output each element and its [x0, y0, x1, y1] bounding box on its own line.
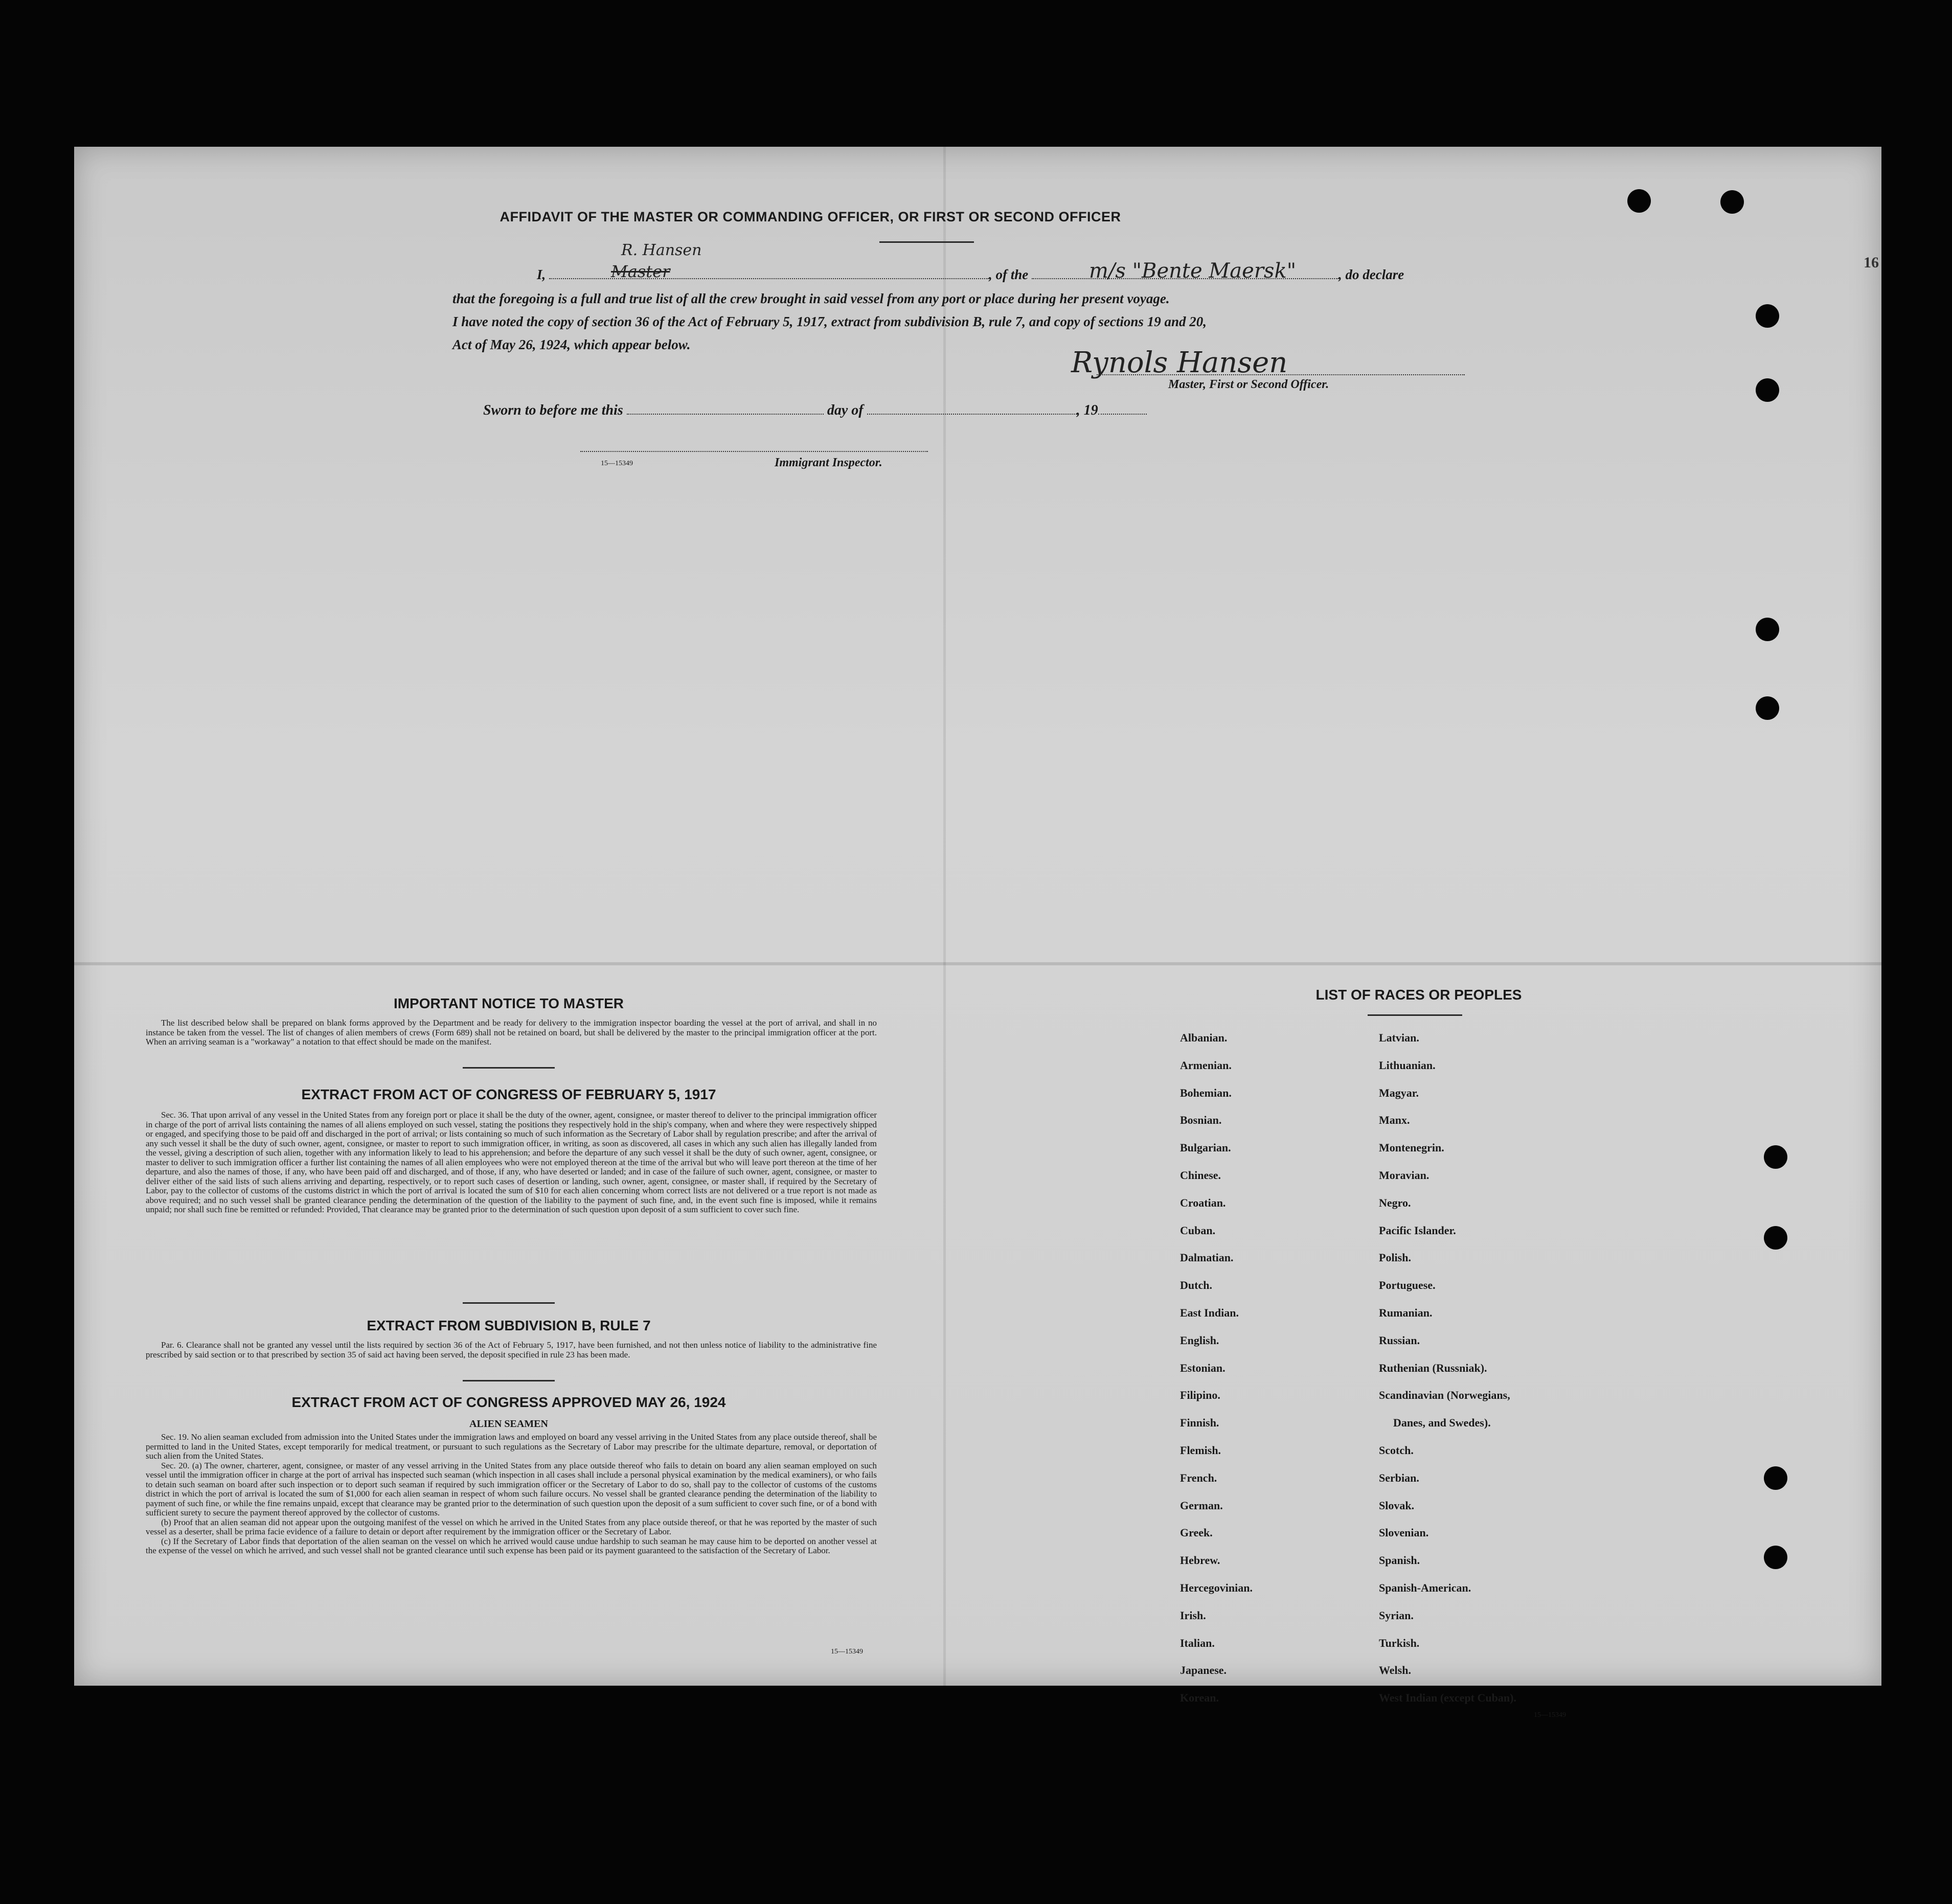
race-item: Cuban.: [1180, 1223, 1216, 1237]
punch-hole: [1720, 190, 1744, 214]
signature-line: [1097, 374, 1465, 375]
extract-form-number: 15—15349: [831, 1648, 863, 1656]
race-item: Dutch.: [1180, 1279, 1212, 1292]
race-item: Armenian.: [1180, 1058, 1232, 1072]
punch-hole: [1756, 618, 1779, 641]
race-item: Moravian.: [1379, 1169, 1429, 1182]
race-item: Japanese.: [1180, 1664, 1227, 1677]
extract-1917-title: EXTRACT FROM ACT OF CONGRESS OF FEBRUARY 5, 1917: [301, 1086, 716, 1102]
race-item: French.: [1180, 1471, 1217, 1484]
race-item: Scotch.: [1379, 1444, 1414, 1457]
inspector-line: [580, 451, 928, 452]
extract-1924-title: EXTRACT FROM ACT OF CONGRESS APPROVED MAY 26, 1924: [291, 1394, 726, 1410]
race-item: West Indian (except Cuban).: [1379, 1691, 1516, 1705]
race-item: Slovak.: [1379, 1499, 1415, 1512]
race-item: Finnish.: [1180, 1416, 1219, 1430]
race-item: Spanish-American.: [1379, 1581, 1471, 1594]
extract-1917-body: Sec. 36. That upon arrival of any vessel in the United States from any foreign port or place it shall be the duty of the owner, agent, consignee, or master thereof to deliver to the principal immigration officer in charge of the port of arrival lists containing the names of all aliens employed on such vessel, stating the positions they respectively hold in the ship's company, when and where they were respectively shipped or engaged, and specifying those to be paid off and discharged in the port of arrival; or lists containing so much of such information as the Secretary of Labor shall by regulation prescribe; and after the arrival of any such vessel it shall be the duty of such owner, agent, consignee, or master to report to such immigration officer, in writing, as soon as discovered, all cases in which any such alien has illegally landed from the vessel, giving a description of such alien, together with any information likely to lead to his apprehension; and before the departure of any such vessel it shall be the duty of such owner, agent, consignee, or master to deliver to such immigration officer a further list containing the names of all alien employees who were not employed thereon at the time of the arrival but who will leave port thereon at the time of her departure, and also the names of those, if any, who have been paid off and discharged, and of those, if any, who have deserted or landed; and in case of the failure of such owner, agent, consignee, or master to deliver either of the said lists of such aliens arriving and departing, respectively, or to report such cases of desertion or landing, such owner, agent, consignee, or master shall, if required by the Secretary of Labor, pay to the collector of customs of the customs district in which the port of arrival is located the sum of $10 for each alien concerning whom correct lists are not delivered or a true report is not made as above required; and no such vessel shall be granted clearance pending the determination of the question of the liability to the payment of such fine, and, in the event such fine is imposed, while it remains unpaid; nor shall such fine be remitted or refunded: Provided, That clearance may be granted prior to the determination of such question upon deposit of a sum sufficient to cover such fine.: [146, 1110, 877, 1214]
race-item: Turkish.: [1379, 1636, 1420, 1649]
punch-hole: [1756, 696, 1779, 720]
sworn-line: [483, 402, 1147, 419]
race-item: Bosnian.: [1180, 1114, 1222, 1127]
handwritten-vessel-name: m/s "Bente Maersk": [1089, 259, 1297, 283]
extract-1924-body: [146, 1433, 877, 1556]
affidavit-line-4: Act of May 26, 1924, which appear below.: [452, 337, 691, 352]
race-item: Dalmatian.: [1180, 1251, 1234, 1264]
punch-hole: [1764, 1145, 1787, 1169]
extract-1924-subtitle: ALIEN SEAMEN: [469, 1418, 548, 1430]
affidavit-i: I,: [537, 267, 546, 282]
signature-caption: Master, First or Second Officer.: [1168, 378, 1329, 391]
race-item: Spanish.: [1379, 1554, 1420, 1567]
sworn-date-blank: [627, 414, 824, 415]
race-item: Pacific Islander.: [1379, 1223, 1456, 1237]
race-item: Estonian.: [1180, 1361, 1225, 1374]
handwritten-rank-struck: Master: [611, 262, 670, 281]
race-item: Serbian.: [1379, 1471, 1419, 1484]
race-item: Hercegovinian.: [1180, 1581, 1253, 1594]
race-item: Slovenian.: [1379, 1526, 1429, 1539]
extract-1924-sec20a: Sec. 20. (a) The owner, charterer, agent, consignee, or master of any vessel arriving in the United States from any place outside thereof who fails to detain on board any alien seaman employed on such vessel until the immigration officer in charge at the port of arrival has inspected such seaman (which inspection in all cases shall include a personal physical examination by the medical examiners), or who fails to detain such seaman on board after such inspection or to deport such seaman if required by such immigration officer or the Secretary of Labor to do so, shall pay to the collector of customs of the customs district in which the port of arrival is located the sum of $1,000 for each alien seaman in respect of whom such failure occurs. No vessel shall be granted clearance pending the determination of the liability to payment of such fine, or while the fine remains unpaid, except that clearance may be granted prior to the determination of such question upon the deposit of a sum sufficient to cover such fine, or of a bond with sufficient surety to secure the payment thereof approved by the collector of customs.: [146, 1460, 877, 1517]
race-item: Bohemian.: [1180, 1086, 1232, 1099]
notice-rule: [463, 1067, 555, 1069]
race-item: Italian.: [1180, 1636, 1215, 1649]
race-item: Filipino.: [1180, 1389, 1220, 1402]
rule7-rule: [463, 1380, 555, 1381]
punch-hole: [1627, 189, 1651, 213]
race-item: Welsh.: [1379, 1664, 1411, 1677]
affidavit-do-declare: , do declare: [1338, 267, 1404, 282]
race-item: Syrian.: [1379, 1608, 1414, 1622]
punch-hole: [1764, 1466, 1787, 1490]
race-item: Negro.: [1379, 1196, 1411, 1209]
sworn-text: Sworn to before me this: [483, 402, 623, 418]
race-item: Hebrew.: [1180, 1554, 1220, 1567]
fold-crease-vertical: [943, 147, 946, 1686]
inspector-caption: Immigrant Inspector.: [775, 456, 882, 469]
race-item: Danes, and Swedes).: [1393, 1416, 1491, 1430]
race-item: Albanian.: [1180, 1031, 1228, 1044]
punch-hole: [1756, 304, 1779, 328]
race-item: Irish.: [1180, 1608, 1206, 1622]
race-item: Korean.: [1180, 1691, 1219, 1705]
notice-body: The list described below shall be prepared on blank forms approved by the Department and be ready for delivery to the immigration inspector boarding the vessel at the port of arrival, and shall in no instance be taken from the vessel. The list of changes of alien members of crews (Form 689) shall not be retained on board, but shall be delivered by the master to the principal immigration officer at the port. When an arriving seaman is a "workaway" a notation to that effect should be made on the manifest.: [146, 1018, 877, 1047]
punch-hole: [1756, 378, 1779, 402]
handwritten-name: R. Hansen: [621, 241, 702, 259]
race-item: Ruthenian (Russniak).: [1379, 1361, 1487, 1374]
rule7-body: Par. 6. Clearance shall not be granted any vessel until the lists required by section 36 of the Act of February 5, 1917, have been furnished, and not then unless notice of liability to the administrative fine prescribed by said section or to that prescribed by section 35 of said act having been served, the deposit specified in rule 23 has been made.: [146, 1340, 877, 1359]
race-item: Scandinavian (Norwegians,: [1379, 1389, 1510, 1402]
affidavit-line-2: that the foregoing is a full and true list of all the crew brought in said vessel from any port or place during her present voyage.: [452, 291, 1170, 306]
punch-hole: [1764, 1226, 1787, 1250]
races-title: LIST OF RACES OR PEOPLES: [1315, 987, 1522, 1003]
race-item: Latvian.: [1379, 1031, 1419, 1044]
sworn-year-blank: [1098, 414, 1147, 415]
race-item: Greek.: [1180, 1526, 1213, 1539]
extract-1924-sec20b: (b) Proof that an alien seaman did not appear upon the outgoing manifest of the vessel on which he arrived in the United States from any place outside thereof, or that he was reported by the master of such vessel as a deserter, shall be prima facie evidence of a failure to detain or deport after requirement by the immigration officer or the Secretary of Labor.: [146, 1517, 877, 1536]
notice-title: IMPORTANT NOTICE TO MASTER: [393, 995, 624, 1011]
document-sheet: [74, 147, 1881, 1719]
sworn-day-of: day of: [827, 402, 864, 418]
signature: Rynols Hansen: [1071, 346, 1288, 379]
race-item: Flemish.: [1180, 1444, 1221, 1457]
race-item: English.: [1180, 1333, 1219, 1347]
races-rule: [1368, 1014, 1462, 1016]
race-item: Chinese.: [1180, 1169, 1221, 1182]
extract-1924-sec20c: (c) If the Secretary of Labor finds that deportation of the alien seaman on the vessel on which he arrived would cause undue hardship to such seaman he may cause him to be deported on another vessel at the expense of the vessel on which he arrived, and such vessel shall not be granted clearance until such expense has been paid or its payment guaranteed to the satisfaction of the Secretary of Labor.: [146, 1536, 877, 1555]
race-item: East Indian.: [1180, 1306, 1239, 1319]
race-item: Manx.: [1379, 1114, 1410, 1127]
punch-hole: [1764, 1546, 1787, 1569]
affidavit-title: AFFIDAVIT OF THE MASTER OR COMMANDING OFFICER, OR FIRST OR SECOND OFFICER: [500, 209, 1121, 224]
rule7-title: EXTRACT FROM SUBDIVISION B, RULE 7: [367, 1318, 651, 1333]
affidavit-form-number: 15—15349: [601, 460, 633, 467]
race-item: German.: [1180, 1499, 1223, 1512]
extract-1917-rule: [463, 1302, 555, 1304]
race-item: Portuguese.: [1379, 1279, 1436, 1292]
fold-crease-horizontal: [74, 962, 1881, 965]
race-item: Magyar.: [1379, 1086, 1419, 1099]
affidavit-of-the: , of the: [989, 267, 1029, 282]
extract-1924-sec19: Sec. 19. No alien seaman excluded from admission into the United States under the immigration laws and employed on board any vessel arriving in the United States from any place outside thereof, shall be permitted to land in the United States, except temporarily for medical treatment, or pursuant to such regulations as the Secretary of Labor may prescribe for the ultimate departure, removal, or deportation of such alien from the United States.: [146, 1432, 877, 1461]
race-item: Croatian.: [1180, 1196, 1226, 1209]
race-item: Bulgarian.: [1180, 1141, 1231, 1154]
page-mark: 16: [1864, 254, 1879, 271]
affidavit-line-1: [452, 267, 1480, 283]
affidavit-line-3: I have noted the copy of section 36 of the Act of February 5, 1917, extract from subdivision B, rule 7, and copy of sections 19 and 20,: [452, 314, 1207, 329]
race-item: Rumanian.: [1379, 1306, 1433, 1319]
race-item: Lithuanian.: [1379, 1058, 1436, 1072]
race-item: Polish.: [1379, 1251, 1411, 1264]
title-rule: [879, 241, 974, 243]
sworn-year: , 19: [1076, 402, 1098, 418]
race-item: Montenegrin.: [1379, 1141, 1444, 1154]
races-form-number: 15—15349: [1534, 1711, 1566, 1719]
race-item: Russian.: [1379, 1333, 1420, 1347]
sworn-month-blank: [867, 414, 1077, 415]
